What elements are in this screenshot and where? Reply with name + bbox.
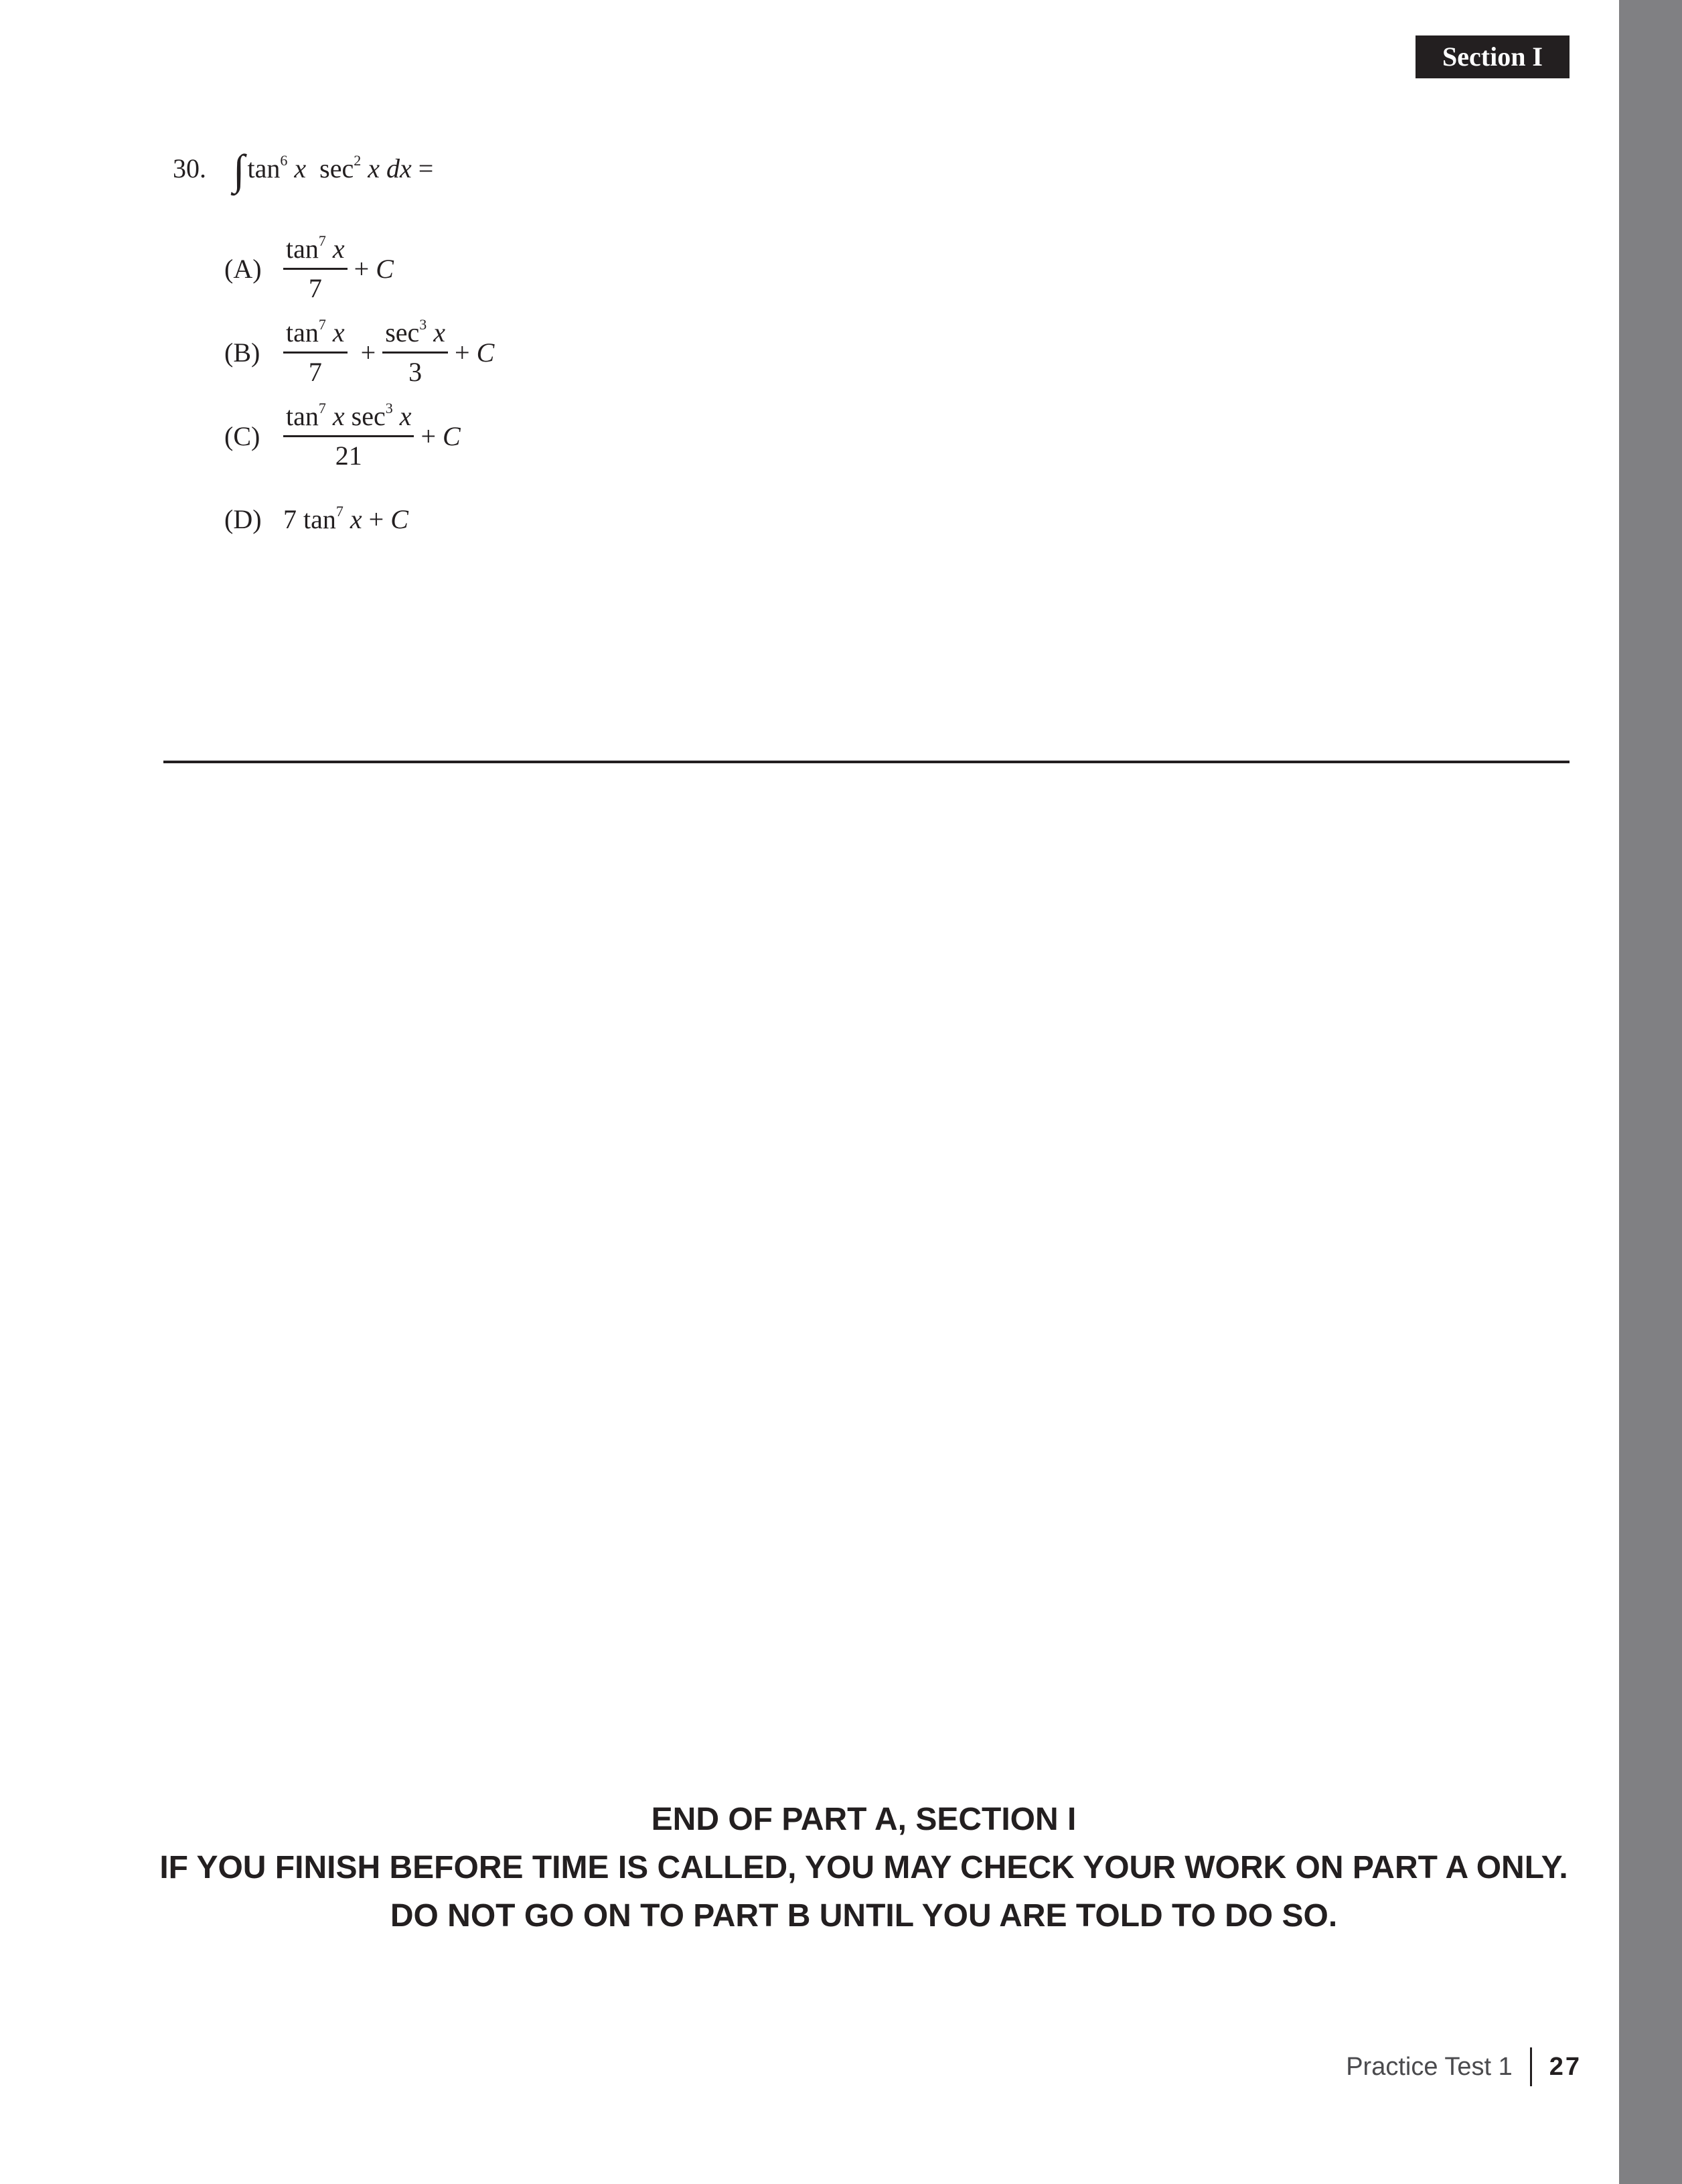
choice-expression: + C [420,421,461,451]
fraction: $\frac{\sec^3 x}{3}$ [382,318,448,387]
page-number: 27 [1549,2052,1582,2081]
page-footer [1346,2047,1582,2086]
end-notice-line: IF YOU FINISH BEFORE TIME IS CALLED, YOU MAY CHECK YOUR WORK ON PART A ONLY. [159,1850,1568,1885]
footer-separator [1530,2047,1532,2086]
divider-rule [163,761,1570,763]
end-notice-line: END OF PART A, SECTION I [651,1802,1077,1837]
end-of-part-notice [94,1796,1634,1940]
choice-expression: + C [354,254,394,284]
choice-label: (D) [224,504,262,534]
choice-b[interactable]: (B) $\frac{\tan^7 x}{7}$ + $\frac{\sec^3 x}{3}$ + C [224,316,495,387]
question-30 [173,146,434,193]
choice-label: (C) [224,421,260,451]
choice-d[interactable] [224,503,408,535]
choice-a[interactable] [224,234,394,303]
question-number: 30. [173,153,206,183]
choice-label: (A) [224,254,262,284]
fraction: $\frac{\tan^7 x}{7}$ [283,234,348,303]
fraction: $\frac{\tan^7 x}{7}$ [283,318,348,387]
fraction: $\frac{\tan^7 x \sec^3 x}{21}$ [283,402,414,471]
question-stem: ∫ $\tan^6 x$ $\sec^2 x$ dx = [233,146,434,193]
book-title: Practice Test 1 [1346,2052,1513,2081]
end-notice-line: DO NOT GO ON TO PART B UNTIL YOU ARE TOLD TO DO SO. [390,1898,1338,1934]
choice-expression: + C [455,337,495,368]
section-badge: Section I [1416,35,1570,78]
integral-sign: ∫ [233,146,245,193]
choice-expression: 7 $\tan^7 x + C$ [283,503,408,534]
choice-label: (B) [224,337,260,368]
choice-c[interactable] [224,402,461,471]
